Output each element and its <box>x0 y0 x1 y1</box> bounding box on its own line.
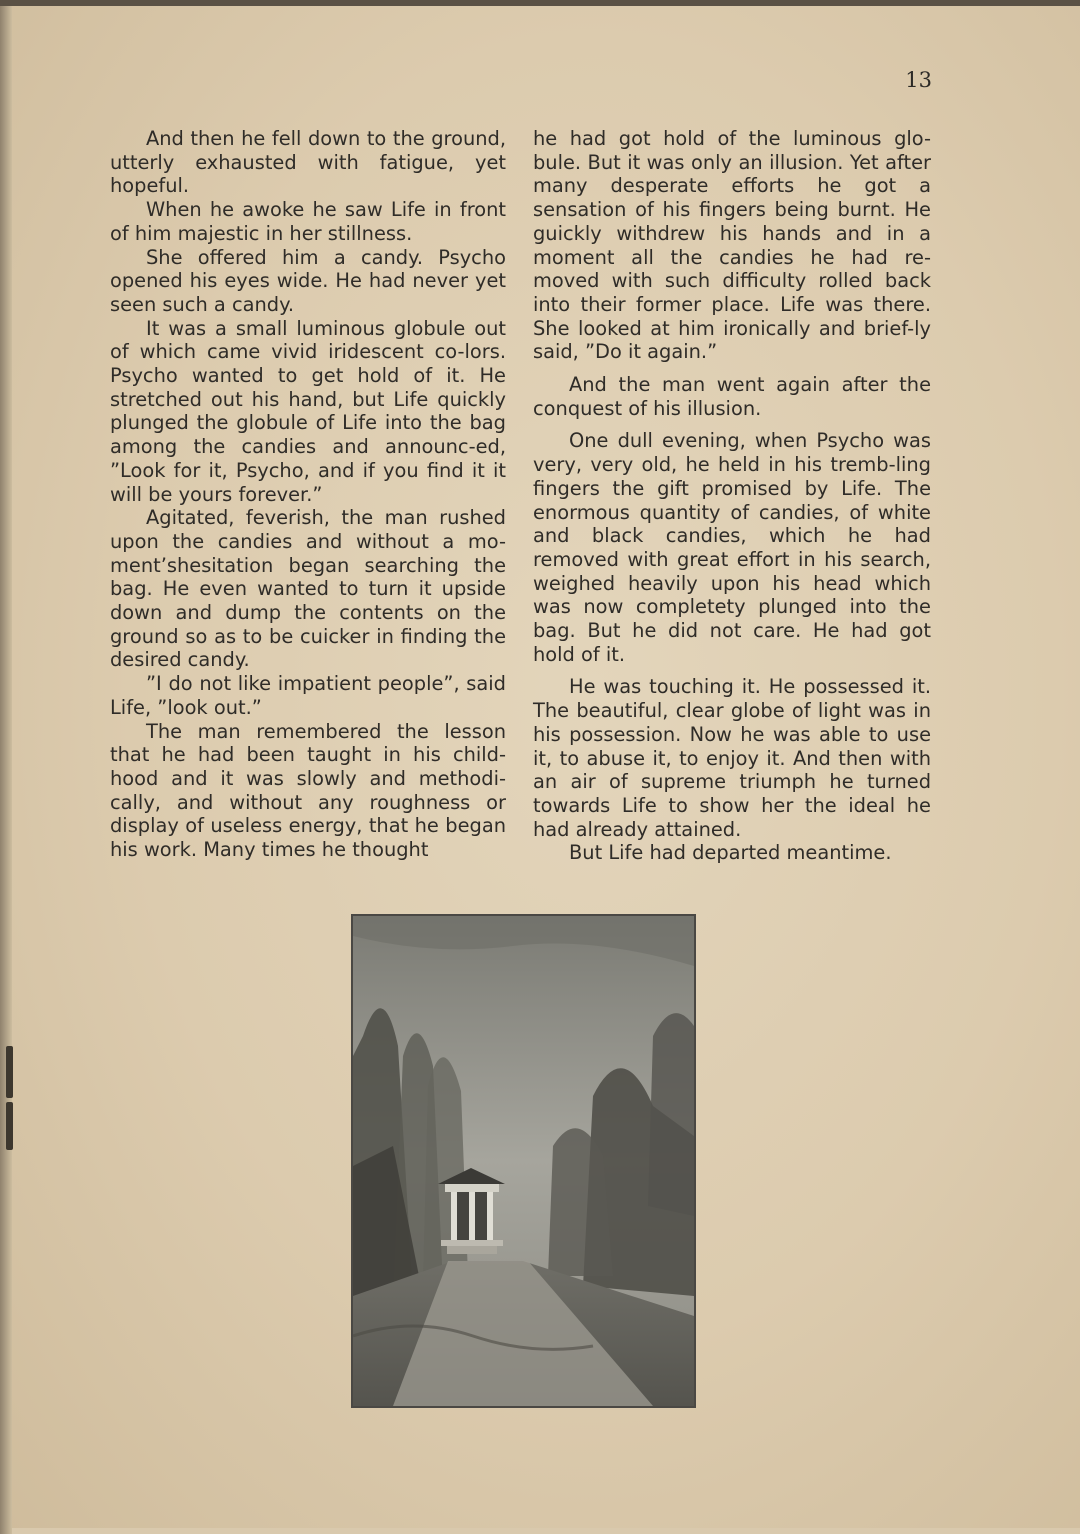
page-number: 13 <box>905 68 932 92</box>
paragraph: She offered him a candy. Psycho opened his eyes wide. He had never yet seen such a candy. <box>110 245 506 316</box>
left-column <box>110 127 506 862</box>
page-spine-shadow <box>0 6 12 1534</box>
paragraph: And then he fell down to the ground, utterly exhausted with fatigue, yet hopeful. <box>110 127 506 198</box>
paragraph: Agitated, feverish, the man rushed upon the candies and without a mo-ment’shesitation began searching the bag. He even wanted to turn it upside down and dump the contents on the ground so as to be cuicker in finding the desired candy. <box>110 506 506 672</box>
paragraph: When he awoke he saw Life in front of him majestic in her stillness. <box>110 198 506 245</box>
garden-gazebo-photo <box>351 914 696 1408</box>
paragraph: It was a small luminous globule out of which came vivid iridescent co-lors. Psycho wanted to get hold of it. He stretched out his hand, but Life quickly plunged the globule of Life into the bag among the candies and announc-ed, ”Look for it, Psycho, and if you find it it will be yours forever.” <box>110 316 506 506</box>
paragraph: he had got hold of the luminous glo-bule. But it was only an illusion. Yet after many desperate efforts he got a sensation of his fingers being burnt. He guickly withdrew his hands and in a moment all the candies he had re-moved with such difficulty rolled back into their former place. Life was there. She looked at him ironically and brief-ly said, ”Do it again.” <box>533 127 931 364</box>
paragraph: One dull evening, when Psycho was very, very old, he held in his tremb-ling fingers the gift promised by Life. The enormous quantity of candies, of white and black candies, which he had removed with great effort in his search, weighed heavily upon his head which was now completety plunged into the bag. But he did not care. He had got hold of it. <box>533 429 931 666</box>
paragraph: He was touching it. He possessed it. The beautiful, clear globe of light was in his possession. Now he was able to use it, to abuse it, to enjoy it. And then with an air of supreme triumph he turned towards Life to show her the ideal he had already attained. <box>533 675 931 841</box>
paragraph: And the man went again after the conquest of his illusion. <box>533 373 931 420</box>
paragraph: But Life had departed meantime. <box>569 841 892 865</box>
paragraph: ”I do not like impatient people”, said Life, ”look out.” <box>110 672 506 719</box>
paragraph: The man remembered the lesson that he had been taught in his child-hood and it was slowly and methodi-cally, and without any roughness or display of useless energy, that he began his work. Many times he thought <box>110 719 506 862</box>
staple-mark <box>6 1046 13 1098</box>
right-column <box>533 127 931 865</box>
staple-mark <box>6 1102 13 1150</box>
